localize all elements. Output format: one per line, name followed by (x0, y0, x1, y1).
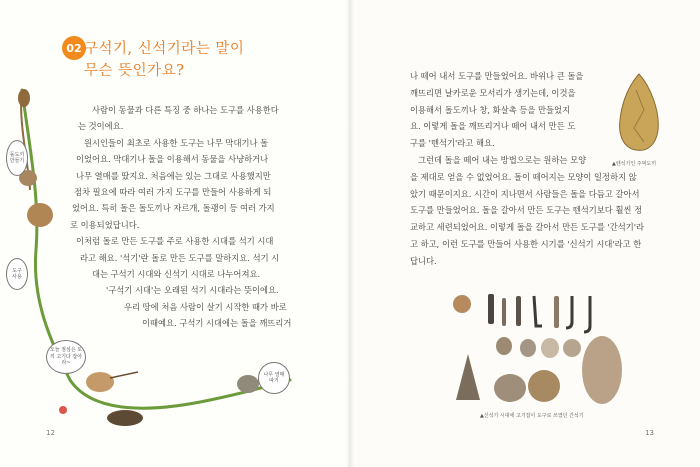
text-line: '구석기 시대'는 오래된 석기 시대라는 뜻이에요. (106, 285, 279, 296)
stone-tools-image (446, 290, 626, 410)
chapter-title-line-1: 구석기, 신석기라는 말이 (84, 41, 245, 57)
text-line: 로 이용되었답니다. (70, 219, 140, 230)
text-line: 고 하고, 이런 도구를 만들어 사용한 시기를 '신석기 시대'라고 한 (410, 238, 642, 249)
text-line: 나무 열매를 땄지요. 처음에는 있는 그대로 사용했지만 (76, 170, 271, 181)
text-line: 이었어요. 막대기나 돌을 이용해서 동물을 사냥하거나 (76, 154, 269, 165)
text-line: 대는 구석기 시대와 신석기 시대로 나누어져요. (92, 269, 261, 280)
text-line: 이때예요. 구석기 시대에는 돌을 깨뜨리거 (142, 318, 292, 329)
text-line: 우리 땅에 처음 사람이 살기 시작한 때가 바로 (124, 301, 287, 312)
text-line: 구를 '뗀석기'라고 해요. (410, 138, 495, 149)
text-line: 그런데 돌을 떼어 내는 방법으로는 원하는 모양 (418, 154, 587, 165)
text-line: 이처럼 돌로 만든 도구를 주로 사용한 시대를 석기 시대 (76, 236, 274, 247)
stone-tools-caption: ▲신석기 시대에 고기잡이 도구로 쓰였던 간석기 (480, 413, 584, 419)
text-line: 점차 필요에 따라 여러 가지 도구를 만들어 사용하게 되 (74, 187, 272, 198)
text-line: 이용해서 돌도끼나 창, 화살촉 등을 만들었지 (410, 104, 571, 115)
bubble-1: 돌도끼 만들기 (6, 140, 28, 176)
text-line: 었어요. 특히 돌은 돌도끼나 자르개, 돌괭이 등 여러 가지 (72, 203, 275, 214)
text-line: 원시인들이 최초로 사용한 도구는 나무 막대기나 돌 (84, 137, 269, 148)
text-line: 을 제대로 얻을 수 없었어요. 돌이 떼어지는 모양이 일정하지 않 (410, 171, 637, 182)
bubble-3: 오늘 점심은 토끼 고기다 잡아라~ (46, 340, 86, 374)
page-number-left: 12 (46, 429, 55, 437)
chapter-number-badge: 02 (62, 36, 86, 60)
text-line: 답니다. (410, 255, 437, 266)
text-line: 깨뜨리면 날카로운 모서리가 생기는데, 이것을 (410, 87, 576, 98)
text-line: 사람이 동물과 다른 특징 중 하나는 도구를 사용한다 (92, 105, 279, 115)
text-line: 는 것이에요. (78, 121, 124, 132)
left-body-text (68, 102, 318, 332)
bubble-4: 나무 열매 따기 (258, 362, 290, 394)
text-line: 교하고 세련되었어요. 이렇게 돌을 갈아서 만든 도구를 '간석기'라 (410, 222, 645, 233)
text-line: 나 떼어 내서 도구를 만들었어요. 바위나 큰 돌을 (410, 71, 584, 81)
text-line: 요. 이렇게 돌을 깨뜨리거나 떼어 내서 만든 도 (410, 121, 576, 132)
text-line: 았기 때문이지요. 시간이 지나면서 사람들은 돌을 다듬고 갈아서 (410, 188, 640, 199)
handaxe-caption: ▲뗀석기인 주먹도끼 (612, 161, 657, 167)
bubble-2: 도구 사용 (6, 258, 28, 290)
page-number-right: 13 (645, 429, 654, 437)
chapter-title-line-2: 무슨 뜻인가요? (84, 63, 185, 79)
text-line: 도구를 만들었어요. 돌을 갈아서 만든 도구는 뗀석기보다 훨씬 정 (410, 205, 643, 216)
text-line: 라고 해요. '석기'란 돌로 만든 도구를 말하지요. 석기 시 (80, 252, 280, 263)
